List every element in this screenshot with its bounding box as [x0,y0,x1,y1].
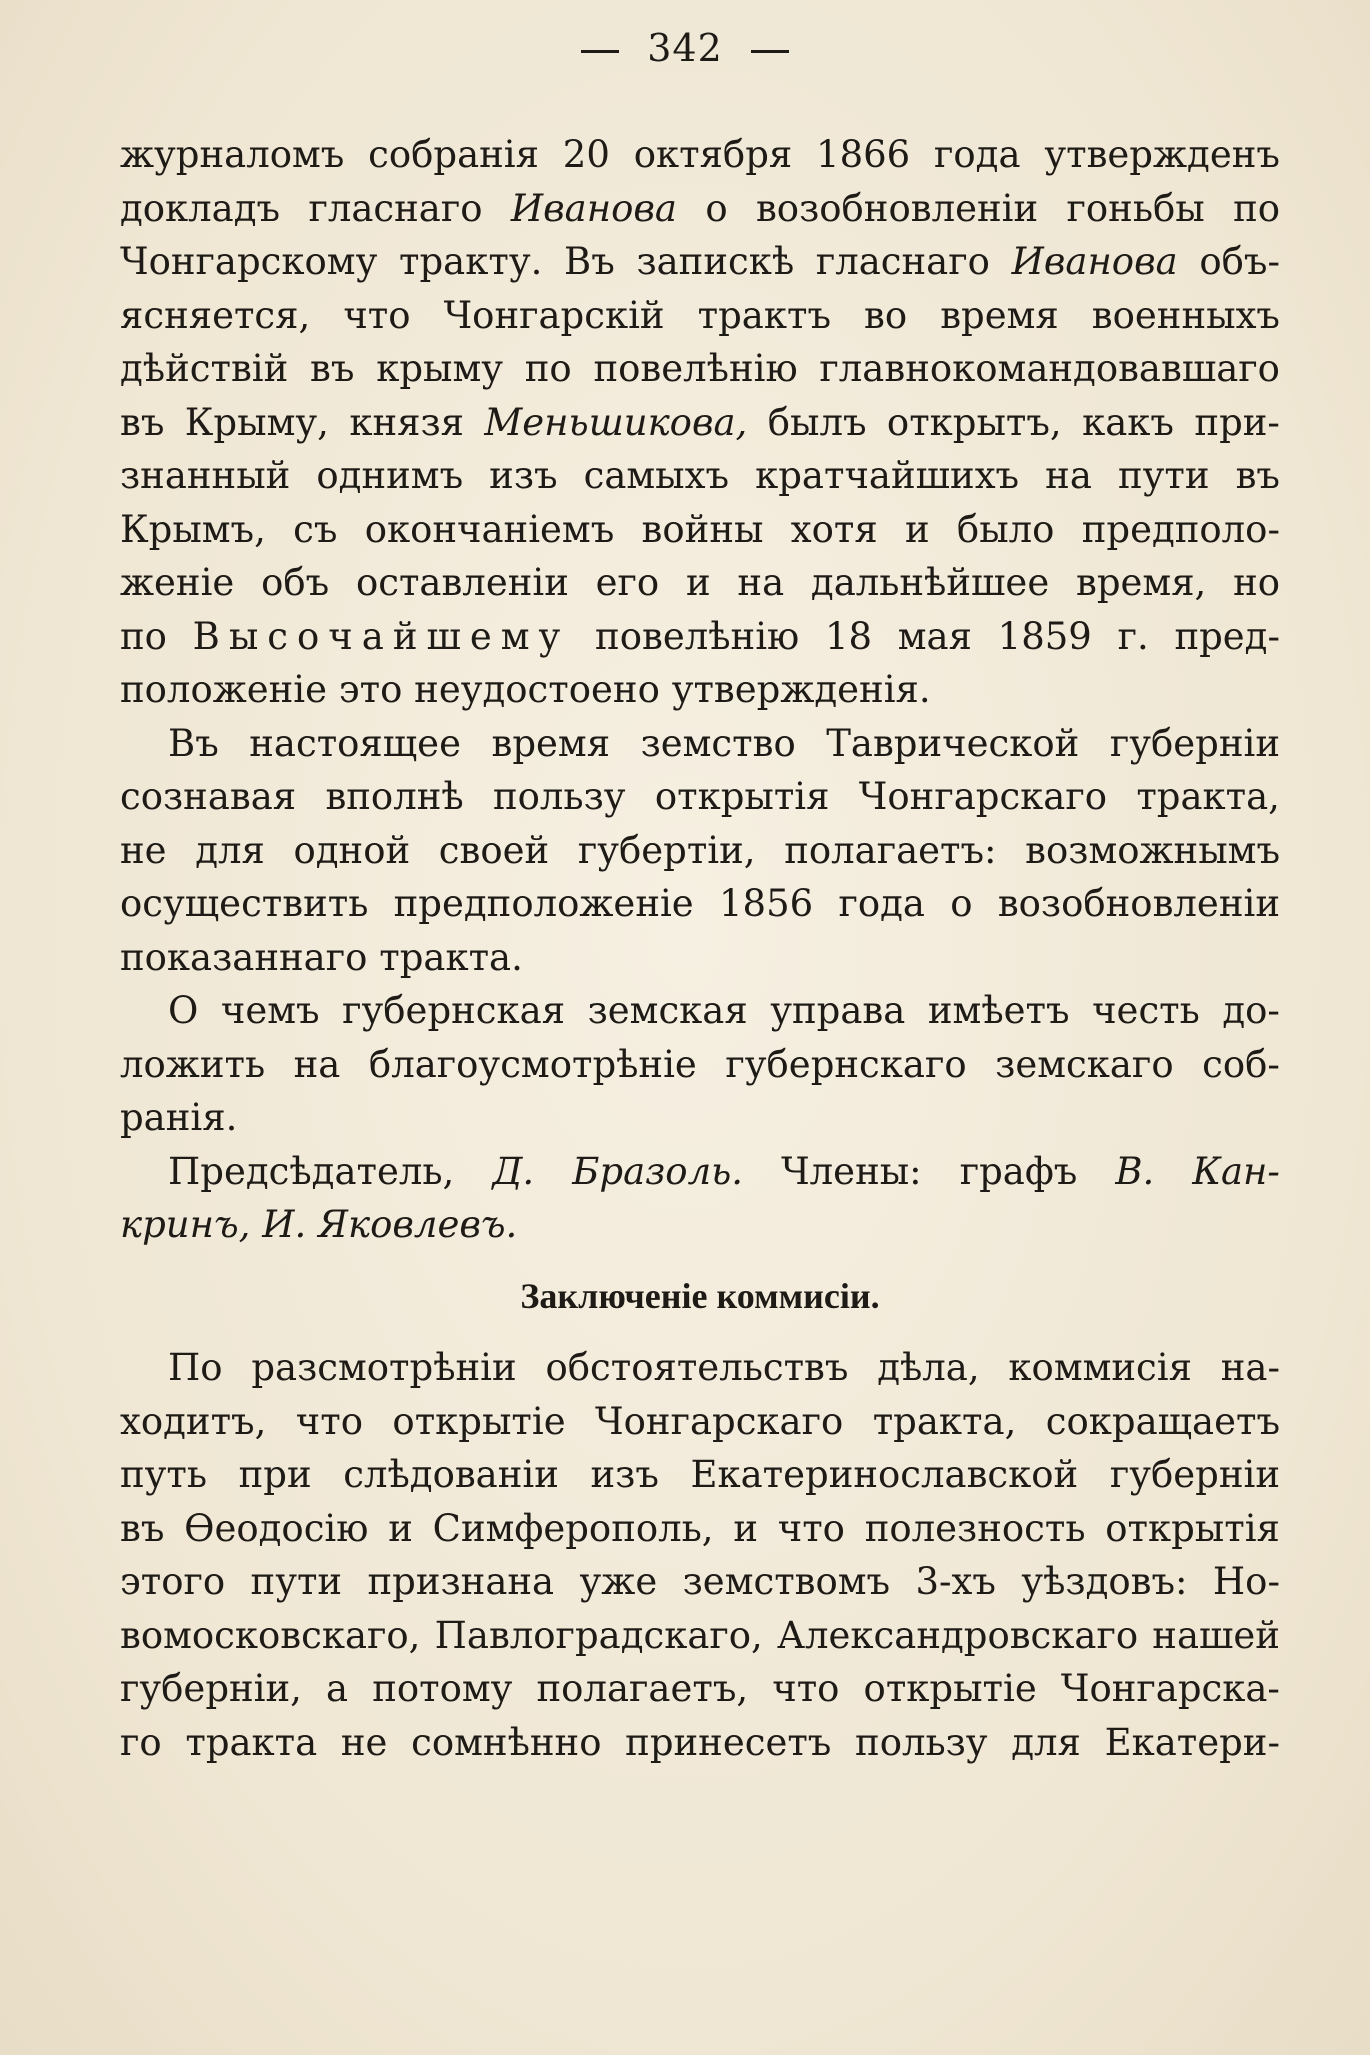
word: управа [770,989,906,1032]
word: чемъ [220,989,320,1032]
section-heading: Заключеніе коммисіи. [520,1275,880,1316]
word: собранія [368,133,539,176]
page-header [0,26,1370,70]
word: Въ [168,721,219,765]
text-line [120,1662,1280,1716]
word: это [338,668,403,711]
word: г. [1117,614,1149,658]
text-line [120,931,1280,985]
word: кратчайшихъ [755,454,1020,497]
word: осуществить [120,882,369,925]
word: О [168,989,199,1032]
word: губернскаго [725,1042,967,1086]
text-line [120,717,1280,771]
word: Меньшикова, [484,400,748,444]
word: а [326,1667,349,1710]
text-line [120,1555,1280,1609]
word: было [956,507,1055,551]
word: открытіе [392,1399,566,1443]
word: вомосковскаго, [120,1613,421,1657]
word: до- [1222,989,1280,1032]
word: запискѣ [636,240,795,283]
word: Высочайшему [192,614,570,658]
text-line [120,235,1280,289]
word: Иванова [1011,240,1178,283]
word: самыхъ [583,454,730,497]
word: не [120,828,167,872]
word: на [737,561,785,604]
text-line [120,824,1280,878]
word: уже [579,1560,658,1603]
word: Таврической [826,721,1080,765]
word: мая [897,614,972,658]
word: и [388,1506,413,1550]
word: крыму [376,347,503,390]
word: женіе [120,561,235,604]
text-line [120,128,1280,182]
word: что [295,1399,363,1443]
word: Крымъ, [120,507,266,551]
word: пред- [1174,614,1280,658]
word: открытіе [863,1667,1037,1710]
word: Кан- [1192,1149,1280,1193]
word: на [293,1042,341,1086]
word: въ [120,1506,165,1550]
word: принесетъ [625,1720,832,1764]
word: по [120,614,167,658]
text-line [120,182,1280,236]
word: 18 [824,614,873,658]
word: хотя [790,507,878,551]
word: положеніе [120,668,328,711]
text-line [120,503,1280,557]
word: ясняется, [120,293,311,337]
word: Екатери- [1104,1720,1280,1764]
word: 3-хъ [915,1560,996,1603]
word: В. [1115,1149,1155,1193]
word: полагаетъ, [536,1667,749,1710]
word: объ- [1199,240,1280,283]
word: Д. [492,1149,535,1193]
word: 20 [562,133,610,176]
word: губерніи [1109,721,1280,765]
text-line [120,1716,1280,1770]
word: этого [120,1560,226,1603]
word: дѣла, [877,1346,980,1389]
page-body [120,128,1280,1769]
word: былъ [767,400,867,444]
word: слѣдованіи [343,1453,559,1496]
word: на- [1220,1346,1280,1389]
text-line [120,1448,1280,1502]
word: Яковлевъ. [318,1203,518,1246]
word: Александровскаго [776,1613,1139,1657]
text-line [120,1038,1280,1092]
header-dash-left [581,50,619,53]
word: утвержденія. [671,668,931,711]
word: не [340,1720,388,1764]
word: военныхъ [1091,293,1280,337]
word: Ѳеодосію [184,1506,369,1550]
word: своей [438,828,550,872]
word: Чонгарскій [443,293,665,337]
word: губерніи [1109,1453,1280,1496]
header-dash-right [751,50,789,53]
word: Члены: [781,1149,922,1193]
word: войны [641,507,764,551]
word: открытія [654,775,830,818]
word: кринъ, [120,1203,251,1246]
word: полезность [864,1506,1086,1550]
word: потому [372,1667,513,1710]
word: какъ [1082,400,1174,444]
word: вполнѣ [325,775,464,818]
word: благоусмотрѣніе [368,1042,697,1086]
word: тракта. [379,935,523,979]
word: тракта, [872,1399,1017,1443]
word: графъ [959,1149,1078,1193]
word: повелѣнію [595,614,800,658]
word: въ [310,347,355,390]
word: 1856 [719,882,814,925]
word: обстоятельствъ [545,1346,849,1389]
text-line [120,1502,1280,1556]
word: губернская [342,989,566,1032]
word: и [904,507,930,551]
word: пути [250,1560,343,1603]
word: гласнаго [308,186,483,230]
word: нашей [1152,1613,1280,1657]
text-line [120,1609,1280,1663]
word: земствомъ [682,1560,891,1603]
word: дѣйствій [120,347,289,390]
text-line [120,1341,1280,1395]
word: губерніи, [120,1667,302,1710]
word: Бразоль. [572,1149,744,1193]
word: И. [262,1203,307,1246]
word: честь [1092,989,1200,1032]
word: имѣетъ [927,989,1070,1032]
text-line [120,1091,1280,1145]
word: возобновленіи [755,186,1039,230]
word: что [772,1667,840,1710]
word: гласнаго [815,240,990,283]
word: ходитъ, [120,1399,267,1443]
word: сокращаетъ [1045,1399,1280,1443]
text-line [120,449,1280,503]
word: гоньбы [1066,186,1205,230]
word: о [705,186,728,230]
word: предполо- [1081,507,1280,551]
word: земскаго [995,1042,1174,1086]
word: Крыму, [184,400,329,444]
word: Чонгарскаго [595,1399,844,1443]
word: Въ [564,240,615,283]
word: трактъ [697,293,831,337]
word: ранія. [120,1096,238,1139]
word: коммисія [1008,1346,1192,1389]
word: время [491,721,611,765]
word: съ [293,507,338,551]
word: при- [1194,400,1280,444]
word: въ [1235,454,1280,497]
word: уѣздовъ: [1021,1560,1188,1603]
text-line [120,984,1280,1038]
word: пользу [492,775,626,818]
word: что [777,1506,845,1550]
word: утвержденъ [1044,133,1280,176]
word: 1866 [816,133,911,176]
word: Симферополь, [432,1506,714,1550]
text-line [120,289,1280,343]
word: возобновленіи [997,882,1280,925]
word: путь [120,1453,208,1496]
word: открытъ, [886,400,1062,444]
word: сознавая [120,775,297,818]
word: Чонгарска- [1060,1667,1280,1710]
word: Чонгарскаго [858,775,1108,818]
word: однимъ [316,454,464,497]
word: тракта, [1136,775,1280,818]
word: земская [587,989,748,1032]
word: открытія [1105,1506,1280,1550]
word: Но- [1212,1560,1280,1603]
word: повелѣнію [593,347,798,390]
word: возможнымъ [1025,828,1280,872]
word: что [343,293,411,337]
word: признана [367,1560,555,1603]
text-line [120,1145,1280,1199]
word: журналомъ [120,133,345,176]
text-line [120,610,1280,664]
word: Екатеринославской [690,1453,1079,1496]
word: его [595,561,660,604]
word: князя [349,400,464,444]
word: докладъ [120,186,281,230]
word: и [733,1506,758,1550]
text-line [120,770,1280,824]
word: показаннаго [120,935,368,979]
word: Предсѣдатель, [168,1149,455,1193]
word: го [120,1720,162,1764]
word: Чонгарскому [120,240,378,283]
word: предположеніе [393,882,694,925]
word: во [864,293,908,337]
word: Иванова [510,186,677,230]
word: дальнѣйшее [810,561,1050,604]
word: по [524,347,572,390]
text-line [120,396,1280,450]
page-number: 342 [647,26,723,70]
word: неудостоено [414,668,660,711]
text-line [120,663,1280,717]
word: по [1233,186,1280,230]
text-line [120,556,1280,610]
word: года [934,133,1021,176]
word: о [950,882,973,925]
word: полагаетъ: [784,828,997,872]
text-line [120,877,1280,931]
word: время [940,293,1059,337]
word: главнокомандовавшаго [819,347,1280,390]
word: соб- [1202,1042,1280,1086]
word: октября [633,133,793,176]
word: губертіи, [577,828,756,872]
word: объ [261,561,330,604]
word: одной [293,828,411,872]
word: По [168,1346,223,1389]
word: изъ [590,1453,659,1496]
word: тракта [185,1720,318,1764]
word: для [195,828,265,872]
word: окончаніемъ [364,507,615,551]
word: время, [1076,561,1207,604]
word: разсмотрѣніи [251,1346,517,1389]
word: на [1045,454,1092,497]
word: тракту. [399,240,543,283]
word: земство [640,721,796,765]
word: Павлоградскаго, [434,1613,763,1657]
word: при [238,1453,312,1496]
word: и [685,561,711,604]
word: пути [1117,454,1210,497]
text-line [120,1198,1280,1252]
text-line [120,342,1280,396]
word: ложить [120,1042,266,1086]
word: настоящее [249,721,461,765]
text-line [120,1395,1280,1449]
word: года [838,882,925,925]
word: изъ [489,454,558,497]
word: оставленіи [355,561,569,604]
word: для [1011,1720,1081,1764]
word: въ [120,400,165,444]
word: пользу [855,1720,988,1764]
word: знанный [120,454,291,497]
word: но [1233,561,1280,604]
word: сомнѣнно [411,1720,602,1764]
word: 1859 [997,614,1092,658]
